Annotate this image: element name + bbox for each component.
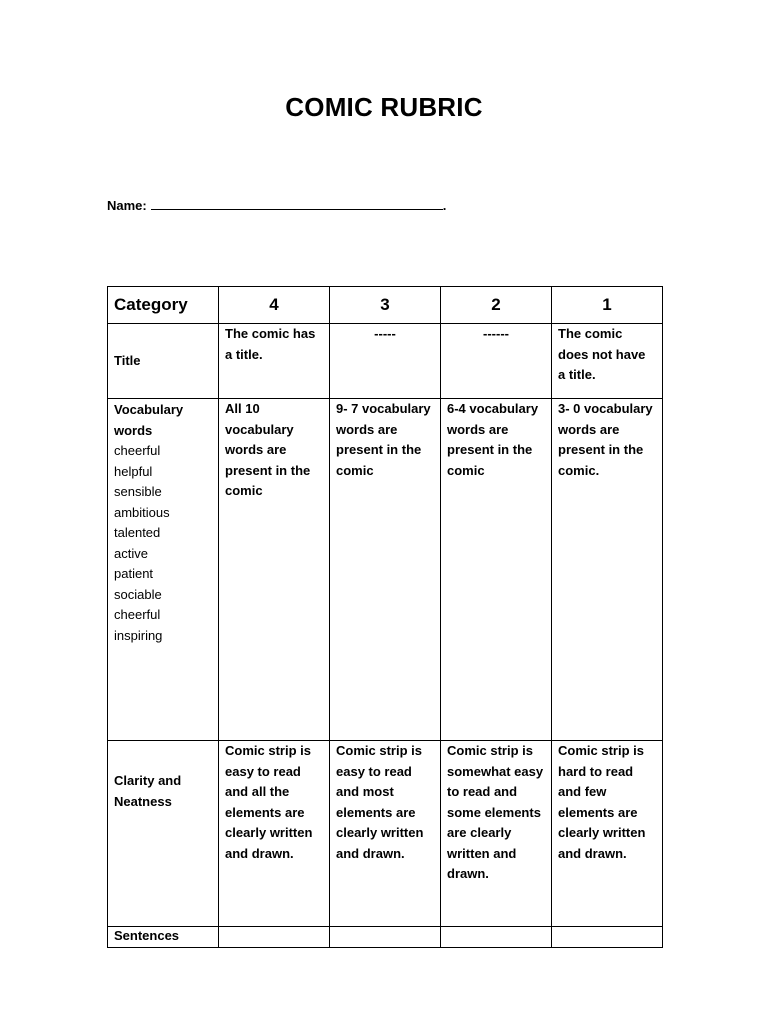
rubric-table	[107, 286, 663, 948]
cell-clarity-3: Comic strip is easy to read and most elements are clearly written and drawn.	[330, 741, 441, 927]
table-row-clarity	[108, 741, 663, 927]
cell-title-3: -----	[330, 324, 441, 399]
table-row-sentences	[108, 927, 663, 948]
cell-title-4: The comic has a title.	[219, 324, 330, 399]
name-field-line	[107, 196, 446, 213]
category-clarity: Clarity and Neatness	[108, 741, 219, 927]
header-score-4: 4	[219, 287, 330, 324]
page-title: COMIC RUBRIC	[285, 92, 483, 122]
table-row-title	[108, 324, 663, 399]
vocabulary-word: cheerful	[114, 443, 161, 458]
name-label: Name:	[107, 198, 147, 213]
cell-title-2: ------	[441, 324, 552, 399]
vocabulary-word: sensible	[114, 484, 162, 499]
cell-vocabulary-1: 3- 0 vocabulary words are present in the comic.	[552, 399, 663, 741]
name-blank[interactable]	[151, 196, 443, 210]
header-row	[108, 287, 663, 324]
header-category: Category	[108, 287, 219, 324]
vocabulary-word: helpful	[114, 463, 153, 479]
category-title: Title	[108, 324, 219, 399]
name-end: .	[442, 198, 447, 213]
category-vocabulary: Vocabulary words	[114, 402, 184, 438]
header-score-2: 2	[441, 287, 552, 324]
vocabulary-list	[114, 441, 212, 646]
cell-vocabulary-4: All 10 vocabulary words are present in the comic	[219, 399, 330, 741]
cell-sentences-1	[552, 927, 663, 948]
table-row-vocabulary	[108, 399, 663, 741]
category-vocabulary-cell	[108, 399, 219, 741]
cell-sentences-3	[330, 927, 441, 948]
cell-clarity-4: Comic strip is easy to read and all the elements are clearly written and drawn.	[219, 741, 330, 927]
vocabulary-word: cheerful	[114, 607, 161, 622]
vocabulary-word: sociable	[114, 586, 162, 602]
header-score-3: 3	[330, 287, 441, 324]
cell-sentences-4	[219, 927, 330, 948]
cell-clarity-1: Comic strip is hard to read and few elements are clearly written and drawn.	[552, 741, 663, 927]
vocabulary-word: ambitious	[114, 504, 170, 520]
cell-clarity-2: Comic strip is somewhat easy to read and some elements are clearly written and drawn.	[441, 741, 552, 927]
cell-vocabulary-2: 6-4 vocabulary words are present in the comic	[441, 399, 552, 741]
cell-title-1: The comic does not have a title.	[552, 324, 663, 399]
header-score-1: 1	[552, 287, 663, 324]
cell-vocabulary-3: 9- 7 vocabulary words are present in the comic	[330, 399, 441, 741]
vocabulary-word: patient	[114, 566, 154, 581]
category-sentences: Sentences	[108, 927, 219, 948]
vocabulary-word: talented	[114, 525, 161, 540]
vocabulary-word: inspiring	[114, 627, 163, 643]
vocabulary-word: active	[114, 545, 148, 561]
cell-sentences-2	[441, 927, 552, 948]
